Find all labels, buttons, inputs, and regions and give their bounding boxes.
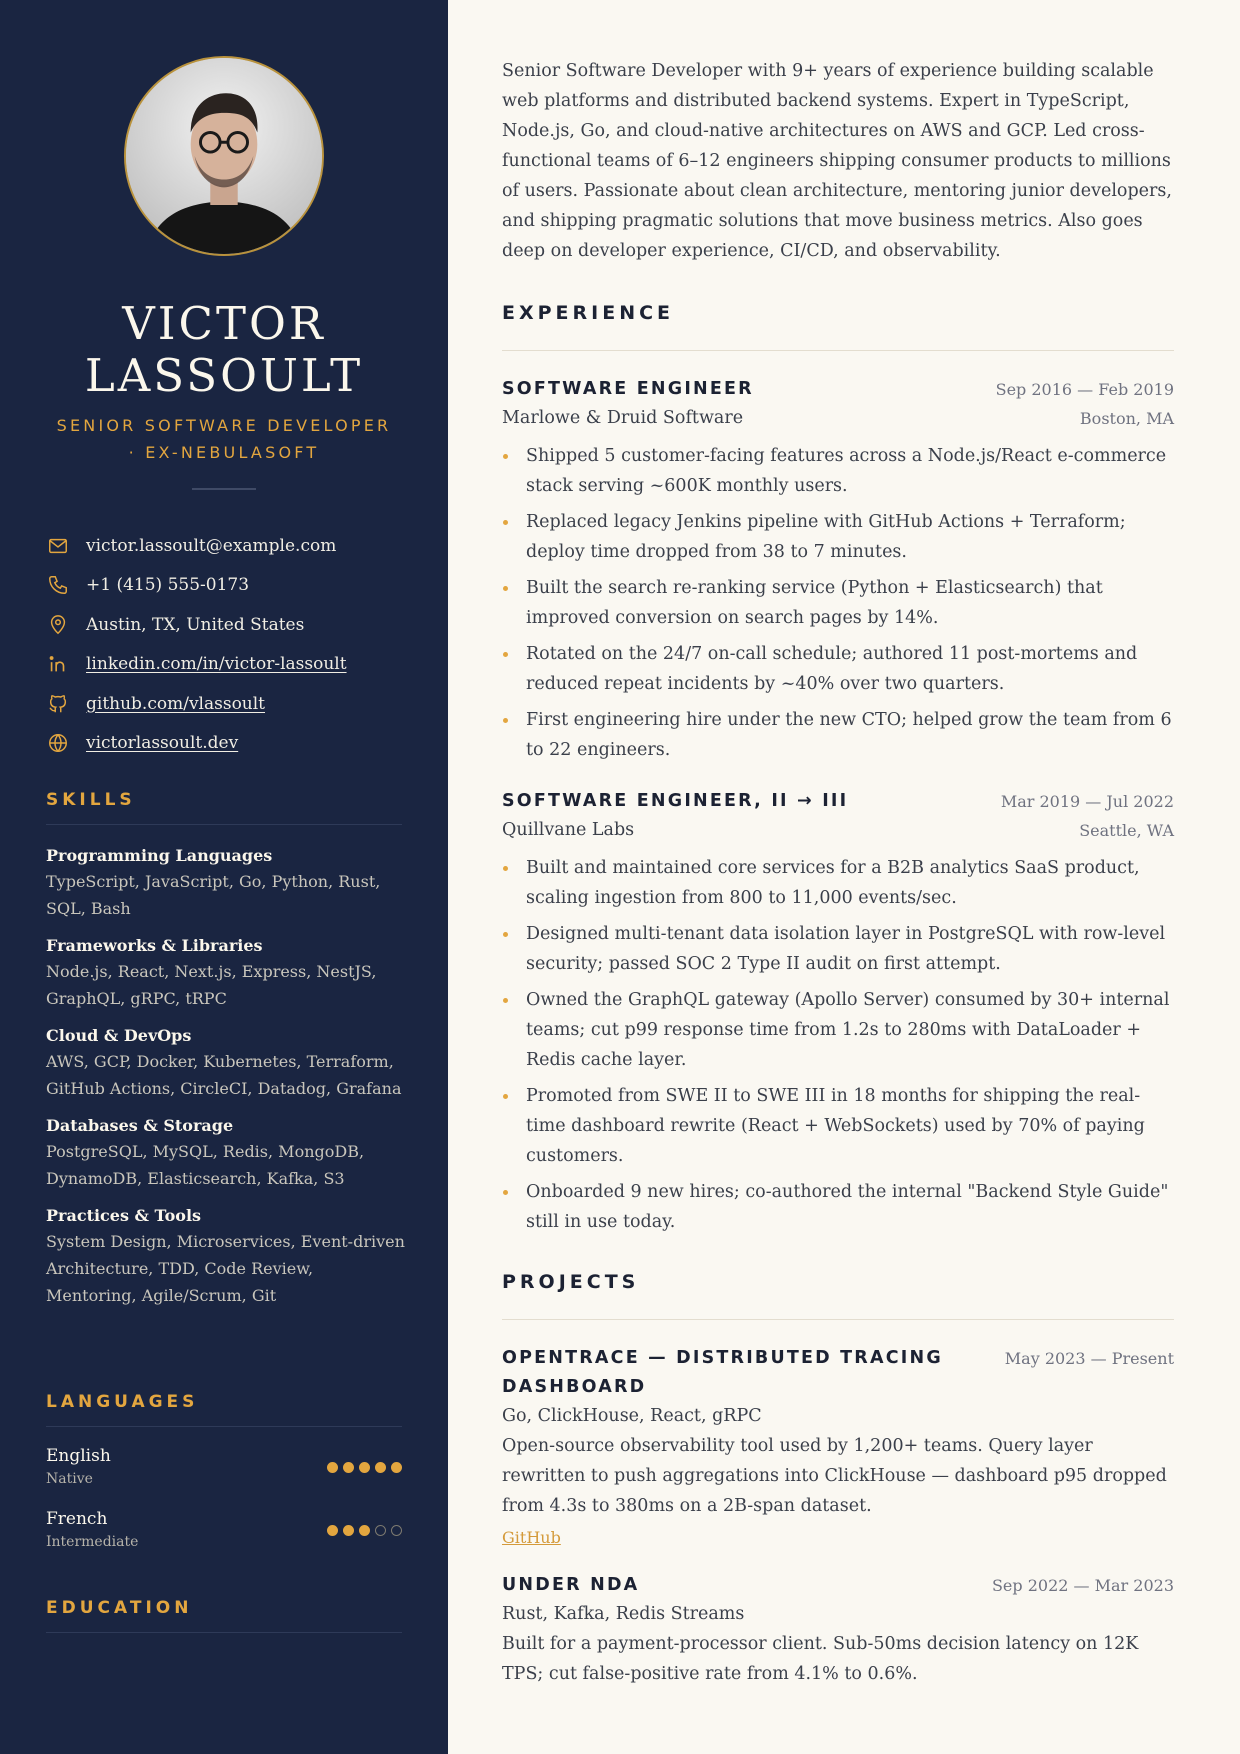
bullet-item: Built the search re-ranking service (Python + Elasticsearch) that improved conversion on search pages by 14%.: [502, 573, 1174, 633]
job-location: Seattle, WA: [1079, 821, 1174, 840]
projects-heading: PROJECTS: [502, 1271, 1174, 1320]
location-text: Austin, TX, United States: [86, 614, 305, 635]
bullet-item: Promoted from SWE II to SWE III in 18 months for shipping the real-time dashboard rewrite (React + WebSockets) used by 70% of paying customers.: [502, 1081, 1174, 1171]
linkedin-link[interactable]: linkedin.com/in/victor-lassoult: [86, 654, 347, 675]
title-line-1: SENIOR SOFTWARE DEVELOPER: [56, 416, 392, 435]
contact-phone[interactable]: [46, 566, 406, 606]
language-rating: [327, 1462, 402, 1473]
project-description: Built for a payment-processor client. Sub-50ms decision latency on 12K TPS; cut false-positive rate from 4.1% to 0.6%.: [502, 1634, 1139, 1684]
skill-group: [46, 1024, 406, 1102]
project-entry: [502, 1571, 1174, 1689]
skill-group-name: Cloud & DevOps: [46, 1026, 192, 1045]
rating-dot-filled: [359, 1462, 370, 1473]
contact-list: [46, 526, 406, 763]
language-level: Intermediate: [46, 1534, 139, 1550]
candidate-name: [0, 298, 448, 402]
bullet-item: Rotated on the 24/7 on-call schedule; authored 11 post-mortems and reduced repeat incidents by ~40% over two quarters.: [502, 639, 1174, 699]
project-dates: May 2023 — Present: [1004, 1349, 1174, 1368]
project-github-link[interactable]: GitHub: [502, 1528, 561, 1547]
rating-dot-empty: [391, 1525, 402, 1536]
name-line-first: VICTOR: [122, 297, 326, 350]
globe-icon: [46, 731, 70, 755]
project-title: UNDER NDA: [502, 1575, 640, 1595]
project-tech: Rust, Kafka, Redis Streams: [502, 1604, 745, 1624]
contact-github[interactable]: [46, 684, 406, 724]
contact-website[interactable]: [46, 724, 406, 764]
skill-group: [46, 1204, 406, 1309]
candidate-title: [40, 412, 408, 466]
rating-dot-filled: [327, 1525, 338, 1536]
rating-dot-filled: [327, 1462, 338, 1473]
bullet-item: Replaced legacy Jenkins pipeline with GitHub Actions + Terraform; deploy time dropped from 38 to 7 minutes.: [502, 507, 1174, 567]
skill-group: [46, 934, 406, 1012]
sidebar: [0, 0, 448, 1754]
skill-group: [46, 1114, 406, 1192]
language-level: Native: [46, 1471, 93, 1487]
bullet-item: Shipped 5 customer-facing features across a Node.js/React e-commerce stack serving ~600K monthly users.: [502, 441, 1174, 501]
phone-text: +1 (415) 555-0173: [86, 575, 250, 596]
skill-group: [46, 844, 406, 922]
language-rating: [327, 1525, 402, 1536]
skill-group-name: Programming Languages: [46, 846, 273, 865]
job-title: SOFTWARE ENGINEER: [502, 379, 754, 399]
rating-dot-filled: [375, 1462, 386, 1473]
languages-list: [46, 1444, 402, 1570]
language-name: English: [46, 1446, 111, 1466]
skills-list: [46, 844, 406, 1321]
email-text: victor.lassoult@example.com: [86, 535, 337, 556]
project-entry: [502, 1344, 1174, 1553]
bullet-item: Built and maintained core services for a B2B analytics SaaS product, scaling ingestion from 800 to 11,000 events/sec.: [502, 853, 1174, 913]
job-entry: [502, 375, 1174, 765]
project-description: Open-source observability tool used by 1,200+ teams. Query layer rewritten to push aggregations into ClickHouse — dashboard p95 dropped from 4.3s to 380ms on a 2B-span dataset.: [502, 1436, 1167, 1516]
skill-group-items: AWS, GCP, Docker, Kubernetes, Terraform, GitHub Actions, CircleCI, Datadog, Grafana: [46, 1052, 402, 1098]
bullet-item: Owned the GraphQL gateway (Apollo Server) consumed by 30+ internal teams; cut p99 response time from 1.2s to 280ms with DataLoader + Redis cache layer.: [502, 985, 1174, 1075]
github-link[interactable]: github.com/vlassoult: [86, 693, 266, 714]
job-dates: Sep 2016 — Feb 2019: [995, 380, 1174, 399]
project-title: OPENTRACE — DISTRIBUTED TRACING DASHBOARD: [502, 1348, 943, 1397]
job-entry: [502, 787, 1174, 1237]
bullet-item: Designed multi-tenant data isolation layer in PostgreSQL with row-level security; passed SOC 2 Type II audit on first attempt.: [502, 919, 1174, 979]
job-company: Marlowe & Druid Software: [502, 408, 744, 428]
language-item: [46, 1507, 402, 1570]
bullet-item: Onboarded 9 new hires; co-authored the internal "Backend Style Guide" still in use today.: [502, 1177, 1174, 1237]
rating-dot-empty: [375, 1525, 386, 1536]
summary-paragraph: Senior Software Developer with 9+ years of experience building scalable web platforms and distributed backend systems. Expert in TypeScript, Node.js, Go, and cloud-native architectures on AWS and GCP. Led cross-functional teams of 6–12 engineers shipping consumer products to millions of users. Passionate about clean architecture, mentoring junior developers, and shipping pragmatic solutions that move business metrics. Also goes deep on developer experience, CI/CD, and observability.: [502, 61, 1172, 261]
skill-group-items: System Design, Microservices, Event-driven Architecture, TDD, Code Review, Mentoring, Agile/Scrum, Git: [46, 1232, 405, 1305]
job-bullets: [502, 441, 1174, 765]
title-divider: [192, 488, 256, 490]
language-item: [46, 1444, 402, 1507]
skills-heading: SKILLS: [46, 790, 402, 825]
main-content: [448, 0, 1240, 1754]
language-name: French: [46, 1509, 108, 1529]
phone-icon: [46, 573, 70, 597]
mail-icon: [46, 534, 70, 558]
experience-heading: EXPERIENCE: [502, 302, 1174, 351]
contact-linkedin[interactable]: [46, 645, 406, 685]
github-icon: [46, 692, 70, 716]
skill-group-items: Node.js, React, Next.js, Express, NestJS, GraphQL, gRPC, tRPC: [46, 962, 377, 1008]
job-dates: Mar 2019 — Jul 2022: [1000, 792, 1174, 811]
profile-photo: [124, 56, 324, 256]
job-location: Boston, MA: [1079, 409, 1174, 428]
contact-location: [46, 605, 406, 645]
skill-group-name: Frameworks & Libraries: [46, 936, 263, 955]
skill-group-items: PostgreSQL, MySQL, Redis, MongoDB, DynamoDB, Elasticsearch, Kafka, S3: [46, 1142, 365, 1188]
skill-group-items: TypeScript, JavaScript, Go, Python, Rust, SQL, Bash: [46, 872, 381, 918]
skill-group-name: Practices & Tools: [46, 1206, 202, 1225]
contact-email[interactable]: [46, 526, 406, 566]
rating-dot-filled: [343, 1525, 354, 1536]
languages-heading: LANGUAGES: [46, 1392, 402, 1427]
portrait-image: [126, 58, 322, 254]
title-line-2: · EX-NEBULASOFT: [128, 443, 320, 462]
rating-dot-filled: [343, 1462, 354, 1473]
education-heading: EDUCATION: [46, 1598, 402, 1633]
job-company: Quillvane Labs: [502, 820, 635, 840]
job-bullets: [502, 853, 1174, 1237]
name-line-last: LASSOULT: [84, 349, 364, 402]
project-dates: Sep 2022 — Mar 2023: [991, 1576, 1174, 1595]
project-tech: Go, ClickHouse, React, gRPC: [502, 1406, 762, 1426]
bullet-item: First engineering hire under the new CTO; helped grow the team from 6 to 22 engineers.: [502, 705, 1174, 765]
linkedin-icon: [46, 652, 70, 676]
skill-group-name: Databases & Storage: [46, 1116, 234, 1135]
rating-dot-filled: [359, 1525, 370, 1536]
job-title: SOFTWARE ENGINEER, II → III: [502, 791, 849, 811]
location-pin-icon: [46, 613, 70, 637]
website-link[interactable]: victorlassoult.dev: [86, 733, 239, 754]
rating-dot-filled: [391, 1462, 402, 1473]
